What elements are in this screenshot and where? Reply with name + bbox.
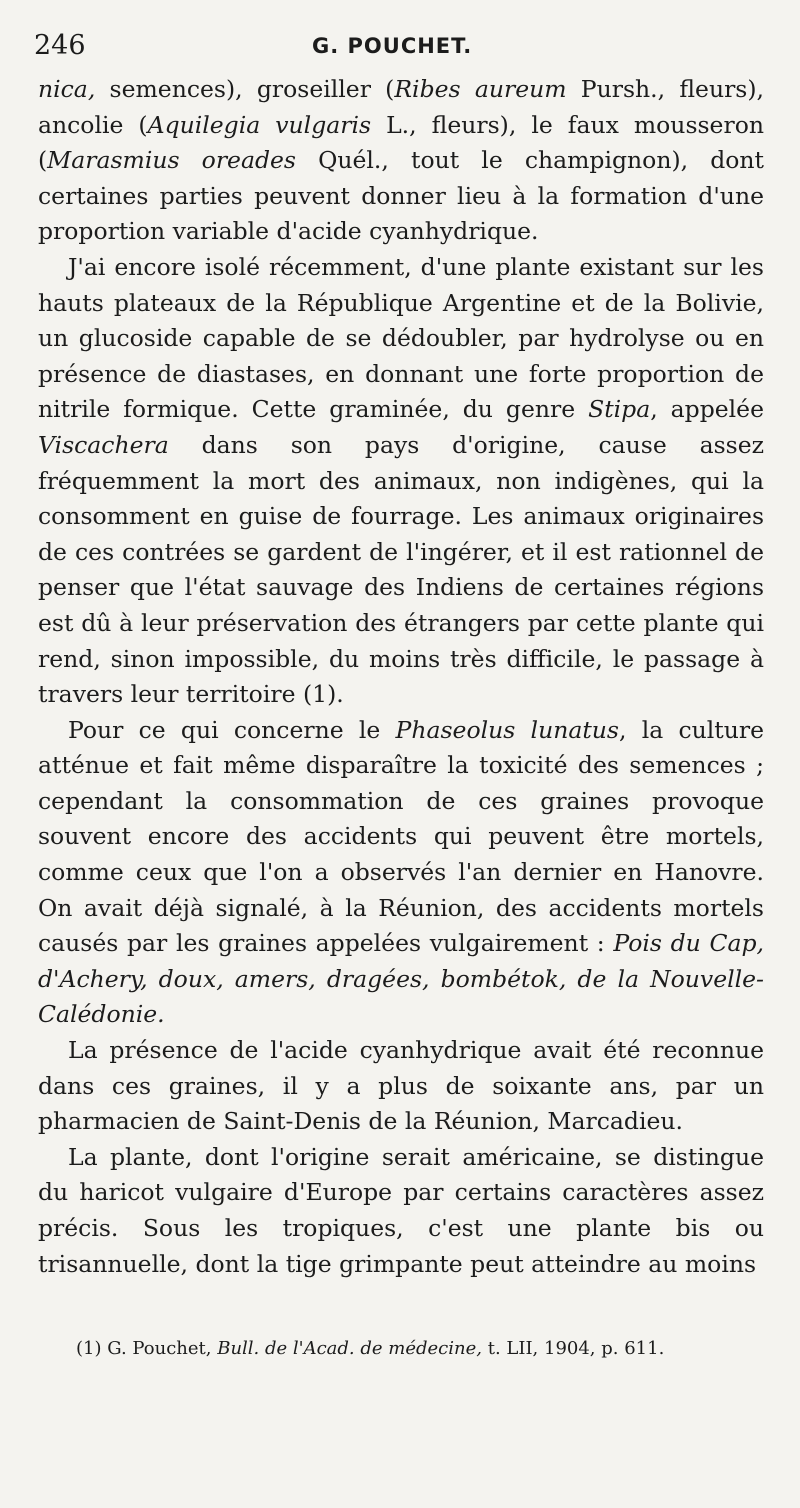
text-segment: L., fleurs), le faux mousseron ( xyxy=(38,110,764,175)
paragraph xyxy=(38,72,764,250)
text-segment: dans son pays d'origine, cause assez fréquemment la mort des animaux, non indigènes, qui la consomment en guise de fourrage. Les animaux originaires de ces contrées se gardent de l'ingérer, et il est rationnel de penser que l'état sauvage des Indiens de certaines régions est dû à leur préservation des étrangers par cette plante qui rend, sinon impossible, du moins très difficile, le passage à travers leur territoire (1). xyxy=(38,430,764,709)
text-segment: , appelée xyxy=(650,395,764,424)
italic-text: Pois du Cap, d'Achery, doux, amers, dragées, bombétok, de la Nouvelle-Calédonie. xyxy=(38,929,764,1029)
footnote-italic-text: Bull. de l'Acad. de médecine, xyxy=(217,1338,482,1359)
paragraph xyxy=(38,713,764,1033)
text-segment: semences), groseiller ( xyxy=(95,75,395,103)
paragraph xyxy=(38,1033,764,1140)
text-segment: , la culture atténue et fait même disparaître la toxicité des semences ; cependant la consommation de ces graines provoque souvent encore des accidents qui peuvent être mortels, comme ceux que l'on a observés l'an dernier en Hanovre. On avait déjà signalé, à la Réunion, des accidents mortels causés par les graines appelées vulgairement : xyxy=(38,715,764,958)
footnote xyxy=(76,1336,766,1362)
running-head: G. POUCHET. xyxy=(312,34,473,58)
paragraph xyxy=(38,1140,764,1282)
italic-text: Aquilegia vulgaris xyxy=(147,110,372,139)
text-segment: La plante, dont l'origine serait américaine, se distingue du haricot vulgaire d'Europe par certains caractères assez précis. Sous les tropiques, c'est une plante bis ou trisannuelle, dont la tige grimpante peut atteindre au moins xyxy=(38,1142,764,1278)
italic-text: Viscachera xyxy=(38,430,169,459)
italic-text: Stipa xyxy=(588,395,651,424)
page-header xyxy=(34,30,764,70)
text-segment: Pour ce qui concerne le xyxy=(68,715,396,744)
page-number: 246 xyxy=(34,30,86,61)
italic-text: Marasmius oreades xyxy=(47,146,296,175)
text-segment: La présence de l'acide cyanhydrique avait été reconnue dans ces graines, il y a plus de soixante ans, par un pharmacien de Saint-Denis de la Réunion, Marcadieu. xyxy=(38,1036,764,1136)
footnote-text: t. LII, 1904, p. 611. xyxy=(481,1338,665,1359)
text-segment: J'ai encore isolé récemment, d'une plante existant sur les hauts plateaux de la République Argentine et de la Bolivie, un glucoside capable de se dédoubler, par hydrolyse ou en présence de diastases, en donnant une forte proportion de nitrile formique. Cette graminée, du genre xyxy=(38,252,764,424)
italic-text: Ribes aureum xyxy=(394,75,567,103)
italic-text: Phaseolus lunatus xyxy=(395,715,619,744)
paragraph xyxy=(38,250,764,713)
body-text xyxy=(38,72,764,1282)
text-segment: Quél., tout le champignon), dont certaines parties peuvent donner lieu à la formation d'une proportion variable d'acide cyanhydrique. xyxy=(38,146,764,246)
footnote-text: (1) G. Pouchet, xyxy=(76,1338,218,1359)
italic-text: nica, xyxy=(38,75,96,103)
text-segment: Pursh., fleurs), ancolie ( xyxy=(38,75,765,139)
